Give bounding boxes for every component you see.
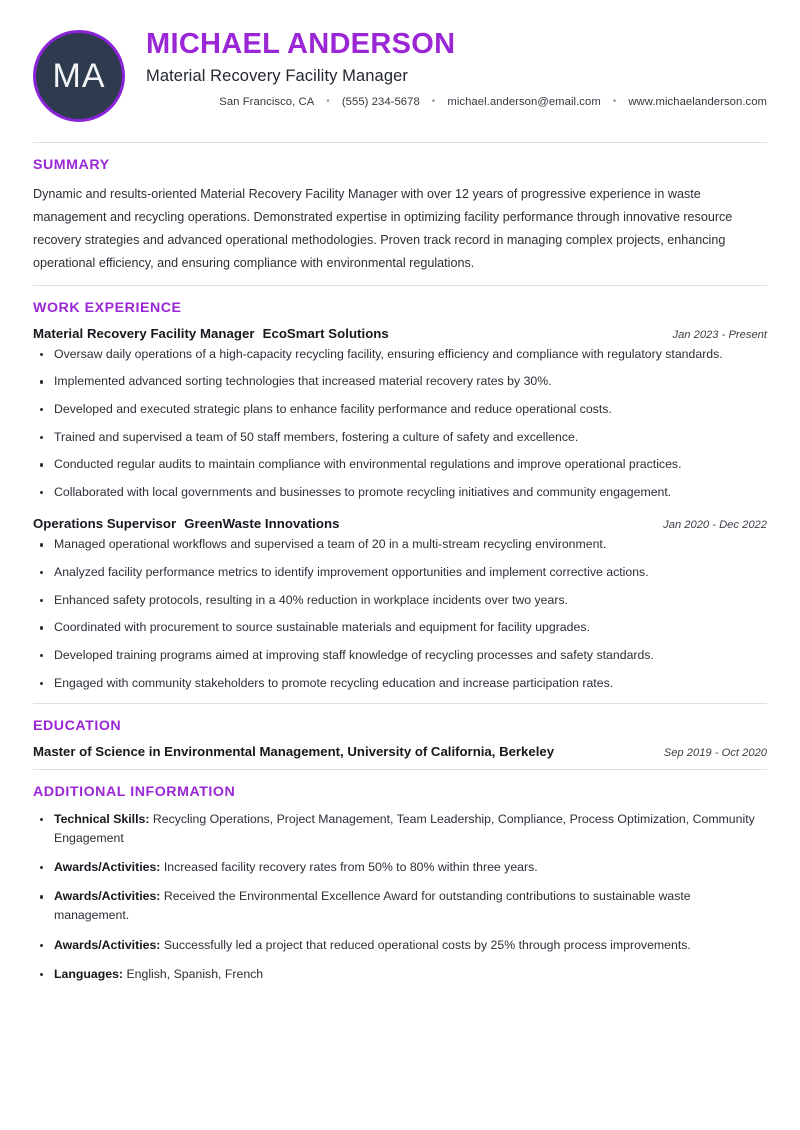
list-item <box>33 936 767 955</box>
contact-website[interactable]: www.michaelanderson.com <box>628 96 767 109</box>
list-item: Conducted regular audits to maintain compliance with environmental regulations and improve operational practices. <box>33 455 767 474</box>
info-label: Awards/Activities: <box>54 889 161 904</box>
experience-company: GreenWaste Innovations <box>184 516 340 532</box>
info-value: English, Spanish, French <box>126 966 264 981</box>
info-label: Awards/Activities: <box>54 937 161 952</box>
experience-role-company <box>33 516 339 531</box>
list-item: Developed and executed strategic plans to enhance facility performance and reduce operational costs. <box>33 400 767 419</box>
list-item: Analyzed facility performance metrics to identify improvement opportunities and implement corrective actions. <box>33 563 767 582</box>
experience-entry-header <box>33 516 767 531</box>
info-label: Languages: <box>54 966 124 981</box>
experience-entry <box>33 326 767 503</box>
education-entry-header <box>33 744 767 759</box>
section-work-experience <box>33 285 767 693</box>
list-item: Implemented advanced sorting technologies that increased material recovery rates by 30%. <box>33 372 767 391</box>
experience-role: Operations Supervisor <box>33 516 177 532</box>
contact-email[interactable]: michael.anderson@email.com <box>447 96 601 109</box>
page-bottom-spacer <box>33 994 767 1034</box>
summary-text: Dynamic and results-oriented Material Recovery Facility Manager with over 12 years of progressive experience in waste management and recycling operations. Demonstrated expertise in optimizing facility performance through innovative resource recovery strategies and advanced operational methodologies. Proven track record in managing complex projects, enhancing operational efficiency, and ensuring compliance with environmental regulations. <box>33 187 733 270</box>
experience-role-company <box>33 326 389 341</box>
experience-entry-header <box>33 326 767 341</box>
list-item: Oversaw daily operations of a high-capacity recycling facility, ensuring efficiency and compliance with regulatory standards. <box>33 345 767 364</box>
list-item <box>33 858 767 877</box>
section-title-work-experience: WORK EXPERIENCE <box>33 299 182 316</box>
experience-entry <box>33 516 767 693</box>
info-value: Increased facility recovery rates from 50% to 80% within three years. <box>163 860 538 875</box>
info-value: Successfully led a project that reduced operational costs by 25% through process improvements. <box>163 937 691 952</box>
resume-header <box>33 0 767 132</box>
section-title-education: EDUCATION <box>33 717 122 734</box>
section-title-additional-information: ADDITIONAL INFORMATION <box>33 783 236 800</box>
contact-info <box>146 96 767 108</box>
list-item: Coordinated with procurement to source sustainable materials and equipment for facility upgrades. <box>33 618 767 637</box>
info-label: Awards/Activities: <box>54 860 161 875</box>
info-value: Received the Environmental Excellence Award for outstanding contributions to sustainable waste management. <box>54 889 691 923</box>
section-title-summary: SUMMARY <box>33 157 110 173</box>
education-entry <box>33 744 767 759</box>
contact-location: San Francisco, CA <box>219 96 315 109</box>
section-education <box>33 703 767 759</box>
list-item <box>33 887 767 925</box>
experience-company: EcoSmart Solutions <box>262 325 389 341</box>
header-text-block <box>125 26 767 108</box>
section-additional-information <box>33 769 767 984</box>
info-label: Technical Skills: <box>54 811 150 826</box>
section-summary <box>33 142 767 275</box>
candidate-name: MICHAEL ANDERSON <box>146 28 456 60</box>
list-item: Collaborated with local governments and businesses to promote recycling initiatives and community engagement. <box>33 483 767 502</box>
contact-separator-icon: • <box>326 96 330 108</box>
avatar-initials: MA <box>52 56 106 95</box>
list-item: Managed operational workflows and supervised a team of 20 in a multi-stream recycling environment. <box>33 535 767 554</box>
candidate-job-title: Material Recovery Facility Manager <box>146 67 408 86</box>
additional-information-list <box>33 810 767 984</box>
education-date: Sep 2019 - Oct 2020 <box>663 746 767 759</box>
experience-date: Jan 2020 - Dec 2022 <box>663 519 767 532</box>
list-item: Enhanced safety protocols, resulting in a 40% reduction in workplace incidents over two years. <box>33 591 767 610</box>
contact-separator-icon: • <box>431 96 436 108</box>
info-value: Recycling Operations, Project Management, Team Leadership, Compliance, Process Optimization, Community Engagement <box>54 811 755 845</box>
contact-phone: (555) 234-5678 <box>341 96 420 109</box>
list-item: Engaged with community stakeholders to promote recycling education and increase participation rates. <box>33 674 767 693</box>
experience-bullet-list <box>33 345 767 503</box>
education-degree: Master of Science in Environmental Management, University of California, Berkeley <box>33 743 555 759</box>
contact-separator-icon: • <box>612 96 617 108</box>
experience-bullet-list <box>33 535 767 693</box>
experience-date: Jan 2023 - Present <box>672 328 767 341</box>
avatar <box>33 30 125 122</box>
list-item <box>33 810 767 848</box>
list-item <box>33 965 767 984</box>
experience-role: Material Recovery Facility Manager <box>33 325 255 341</box>
list-item: Developed training programs aimed at improving staff knowledge of recycling processes and safety standards. <box>33 646 767 665</box>
list-item: Trained and supervised a team of 50 staff members, fostering a culture of safety and excellence. <box>33 428 767 447</box>
